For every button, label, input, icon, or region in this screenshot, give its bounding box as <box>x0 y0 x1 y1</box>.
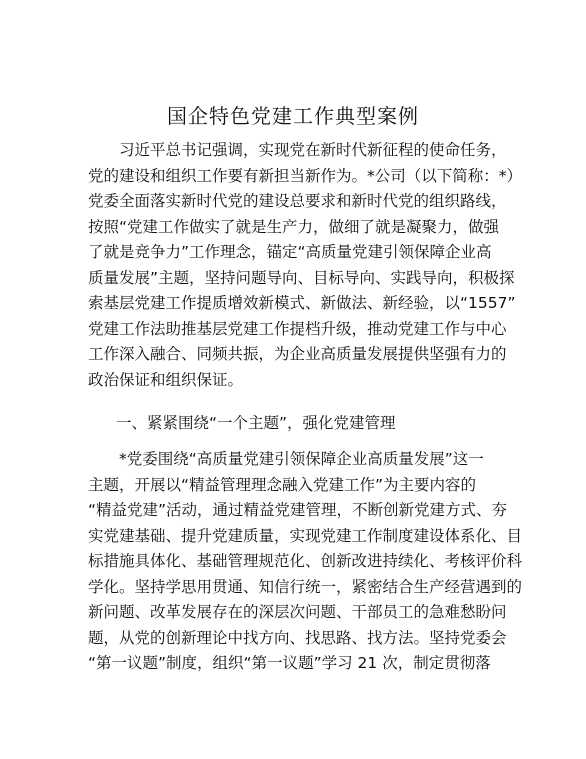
text-line: 新问题、改革发展存在的深层次问题、干部员工的急难愁盼问 <box>88 603 507 621</box>
text-line: 实党建基础、提升党建质量，实现党建工作制度建设体系化、目 <box>88 526 523 545</box>
text-line: 党委全面落实新时代党的建设总要求和新时代党的组织路线， <box>88 192 507 210</box>
text-line: 了就是竞争力”工作理念，锚定“高质量党建引领保障企业高 <box>88 243 492 261</box>
text-line: 工作深入融合、同频共振，为企业高质量发展提供坚强有力的 <box>88 345 507 363</box>
text-line: 党的建设和组织工作要有新担当新作为。*公司（以下简称：*） <box>88 166 523 185</box>
text-line: 按照“党建工作做实了就是生产力，做细了就是凝聚力，做强 <box>88 217 500 236</box>
text-line: 质量发展”主题，坚持问题导向、目标导向、实践导向，积极探 <box>88 268 515 287</box>
section-heading <box>116 411 526 437</box>
text-line: 学化。坚持学思用贯通、知信行统一，紧密结合生产经营遇到的 <box>88 577 523 596</box>
text-line: “第一议题”制度，组织“第一议题”学习 21 次，制定贯彻落 <box>88 654 491 672</box>
text-line: 党建工作法助推基层党建工作提档升级，推动党建工作与中心 <box>88 319 507 338</box>
document-title: 国企特色党建工作典型案例 <box>167 104 419 128</box>
text-line: 政治保证和组织保证。 <box>88 370 244 389</box>
section-paragraph <box>88 447 523 677</box>
section-heading-text: 一、紧紧围绕“一个主题”，强化党建管理 <box>116 414 396 432</box>
text-line: 习近平总书记强调，实现党在新时代新征程的使命任务， <box>88 141 507 159</box>
text-line: “精益党建”活动，通过精益党建管理，不断创新党建方式、夯 <box>88 501 508 519</box>
text-line: *党委围绕“高质量党建引领保障企业高质量发展”这一 <box>88 450 484 468</box>
intro-paragraph <box>88 138 523 393</box>
text-line: 主题，开展以“精益管理理念融入党建工作”为主要内容的 <box>88 475 477 494</box>
text-line: 标措施具体化、基础管理规范化、创新改进持续化、考核评价科 <box>88 552 523 570</box>
text-line: 题，从党的创新理论中找方向、找思路、找方法。坚持党委会 <box>88 628 507 647</box>
text-line: 索基层党建工作提质增效新模式、新做法、新经验，以“1557” <box>88 294 516 312</box>
